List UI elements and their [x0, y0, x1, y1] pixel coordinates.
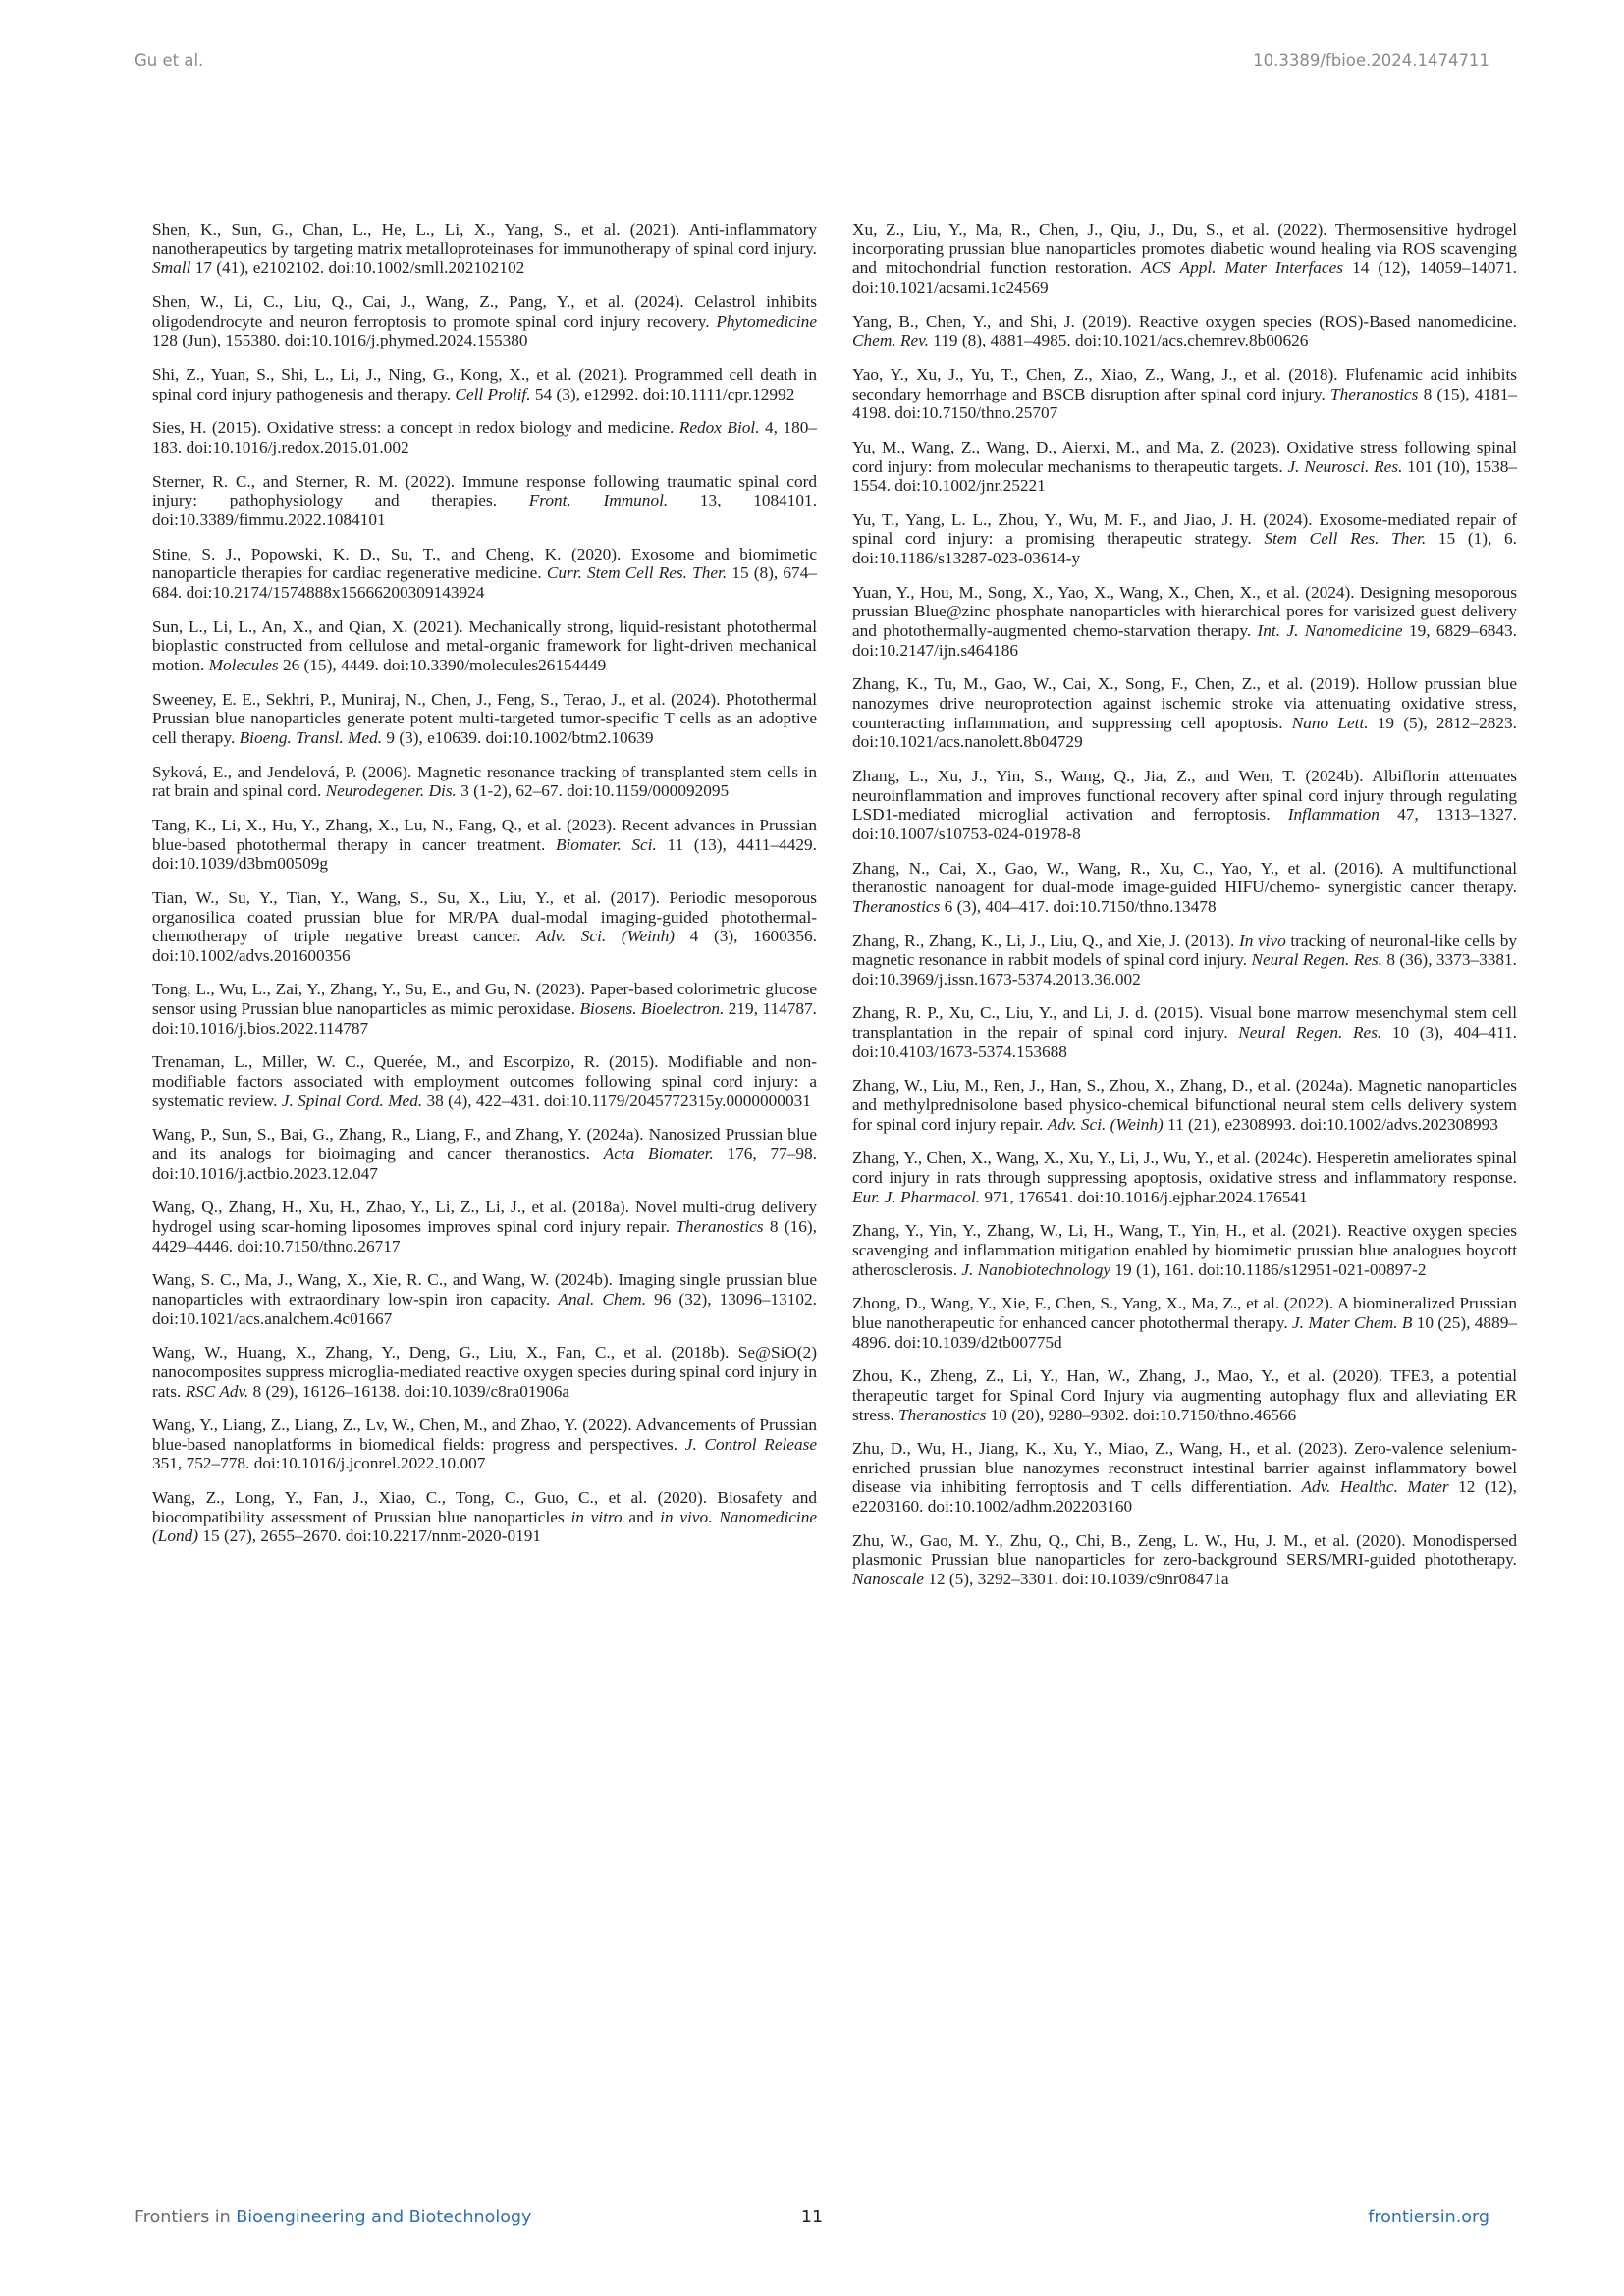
reference-text: Wang, Z., Long, Y., Fan, J., Xiao, C., Tong, C., Guo, C., et al. (2020). Biosafety and biocompatibility assessment of Prussian blue nanoparticles [152, 1488, 817, 1526]
reference-text: Sies, H. (2015). Oxidative stress: a concept in redox biology and medicine. [152, 418, 679, 438]
reference-entry [152, 888, 817, 965]
reference-entry [852, 674, 1517, 751]
reference-journal: Neurodegener. Dis. [325, 781, 457, 801]
reference-journal: Redox Biol. [678, 418, 760, 438]
reference-text: Zhang, K., Tu, M., Gao, W., Cai, X., Song, F., Chen, Z., et al. (2019). Hollow prussian blue nanozymes drive neuroprotection against ischemic stroke via attenuating oxidative stress, counteracting inflammation, and suppressing cell apoptosis. [852, 674, 1517, 732]
reference-entry [152, 293, 817, 350]
reference-text: 128 (Jun), 155380. doi:10.1016/j.phymed.2024.155380 [152, 331, 528, 350]
reference-entry [152, 1270, 817, 1328]
reference-text: Sterner, R. C., and Sterner, R. M. (2022). Immune response following traumatic spinal cord injury: pathophysiology and therapies. [152, 471, 817, 510]
reference-entry [152, 1125, 817, 1183]
reference-entry [852, 1439, 1517, 1516]
reference-entry [852, 1003, 1517, 1061]
reference-text: 19 (5), 2812–2823. doi:10.1021/acs.nanolett.8b04729 [852, 713, 1517, 752]
reference-journal: Theranostics [1330, 384, 1419, 403]
reference-text: 17 (41), e2102102. doi:10.1002/smll.202102102 [190, 258, 525, 278]
reference-entry [152, 545, 817, 603]
footer-journal-prefix: Frontiers in [135, 2208, 237, 2227]
reference-entry [852, 220, 1517, 296]
reference-entry [852, 510, 1517, 568]
reference-text: 10 (20), 9280–9302. doi:10.7150/thno.46566 [986, 1405, 1297, 1424]
reference-journal: J. Nanobiotechnology [961, 1259, 1111, 1279]
reference-entry [152, 1198, 817, 1255]
reference-journal: J. Neurosci. Res. [1287, 456, 1403, 476]
reference-journal: Nanoscale [852, 1570, 924, 1589]
reference-text: Zhong, D., Wang, Y., Xie, F., Chen, S., Yang, X., Ma, Z., et al. (2022). A biomineralized Prussian blue nanotherapeutic for enhanced cancer photothermal therapy. [852, 1294, 1517, 1332]
reference-entry [852, 1366, 1517, 1424]
reference-entry [852, 767, 1517, 843]
reference-text: 12 (5), 3292–3301. doi:10.1039/c9nr08471a [923, 1570, 1229, 1589]
reference-list-right-column [852, 220, 1517, 1604]
reference-entry [852, 1221, 1517, 1279]
reference-text: Yuan, Y., Hou, M., Song, X., Yao, X., Wang, X., Chen, X., et al. (2024). Designing mesoporous prussian Blue@zinc phosphate nanoparticles with hierarchical pores for varisized guest delivery and photothermally-augmented chemo-starvation therapy. [852, 582, 1517, 641]
reference-text: 38 (4), 422–431. doi:10.1179/2045772315y.0000000031 [422, 1091, 811, 1110]
reference-text: Yang, B., Chen, Y., and Shi, J. (2019). Reactive oxygen species (ROS)-Based nanomedicine. [852, 311, 1517, 331]
reference-journal: Adv. Sci. (Weinh) [536, 927, 675, 946]
reference-entry [852, 438, 1517, 496]
reference-entry [852, 1294, 1517, 1352]
reference-text: and [622, 1507, 661, 1526]
reference-entry [852, 1076, 1517, 1134]
reference-journal: Biomater. Sci. [555, 834, 657, 854]
reference-text: 54 (3), e12992. doi:10.1111/cpr.12992 [530, 384, 795, 403]
reference-text: 4 (3), 1600356. doi:10.1002/advs.201600356 [152, 927, 817, 965]
reference-text: Yu, T., Yang, L. L., Zhou, Y., Wu, M. F., and Jiao, J. H. (2024). Exosome-mediated repair of spinal cord injury: a promising therapeutic strategy. [852, 509, 1517, 549]
reference-journal: Neural Regen. Res. [1238, 1023, 1382, 1042]
reference-journal: RSC Adv. [185, 1381, 249, 1401]
footer-journal-name[interactable]: Bioengineering and Biotechnology [236, 2208, 532, 2227]
reference-list-left-column [152, 220, 817, 1561]
reference-journal: Front. Immunol. [528, 491, 669, 510]
reference-journal: Curr. Stem Cell Res. Ther. [546, 563, 728, 583]
reference-text: Shen, K., Sun, G., Chan, L., He, L., Li, X., Yang, S., et al. (2021). Anti-inflammatory nanotherapeutics by targeting matrix metalloproteinases for immunotherapy of spinal cord injury. [152, 220, 817, 258]
reference-text: Zhang, Y., Yin, Y., Zhang, W., Li, H., Wang, T., Yin, H., et al. (2021). Reactive oxygen species scavenging and inflammation mitigation enabled by biomimetic prussian blue analogues boycott atherosclerosis. [852, 1221, 1517, 1279]
reference-text: Wang, Q., Zhang, H., Xu, H., Zhao, Y., Li, Z., Li, J., et al. (2018a). Novel multi-drug delivery hydrogel using scar-homing liposomes improves spinal cord injury repair. [152, 1198, 817, 1236]
reference-text: Zhu, W., Gao, M. Y., Zhu, Q., Chi, B., Zeng, L. W., Hu, J. M., et al. (2020). Monodispersed plasmonic Prussian blue nanoparticles for zero-background SERS/MRI-guided phototherapy. [852, 1530, 1517, 1570]
reference-text: Yao, Y., Xu, J., Yu, T., Chen, Z., Xiao, Z., Wang, J., et al. (2018). Flufenamic acid inhibits secondary hemorrhage and BSCB disruption after spinal cord injury. [852, 364, 1517, 403]
reference-text: 19 (1), 161. doi:10.1186/s12951-021-00897-2 [1110, 1259, 1427, 1279]
reference-text: 9 (3), e10639. doi:10.1002/btm2.10639 [382, 727, 654, 747]
reference-entry [152, 816, 817, 874]
reference-entry [152, 472, 817, 530]
reference-entry [852, 932, 1517, 989]
reference-text: 13, 1084101. doi:10.3389/fimmu.2022.1084101 [152, 491, 818, 529]
reference-entry [152, 418, 817, 456]
reference-journal: Bioeng. Transl. Med. [239, 727, 383, 747]
reference-journal: Theranostics [852, 896, 941, 916]
reference-entry [152, 690, 817, 748]
running-head-authors: Gu et al. [135, 51, 204, 70]
reference-text: Wang, W., Huang, X., Zhang, Y., Deng, G., Liu, X., Fan, C., et al. (2018b). Se@SiO(2) nanocomposites suppress microglia-mediated reactive oxygen species during spinal cord injury in rats. [152, 1343, 817, 1401]
reference-text: 8 (16), 4429–4446. doi:10.7150/thno.26717 [152, 1216, 817, 1255]
reference-journal: Theranostics [676, 1216, 764, 1236]
reference-entry [152, 1488, 817, 1546]
reference-journal: Anal. Chem. [558, 1289, 647, 1308]
reference-journal: Theranostics [898, 1405, 987, 1424]
reference-text: Shi, Z., Yuan, S., Shi, L., Li, J., Ning, G., Kong, X., et al. (2021). Programmed cell death in spinal cord injury pathogenesis and therapy. [152, 364, 817, 403]
reference-text: Wang, S. C., Ma, J., Wang, X., Xie, R. C., and Wang, W. (2024b). Imaging single prussian blue nanoparticles with extraordinary low-spin iron capacity. [152, 1270, 817, 1308]
reference-text: Tang, K., Li, X., Hu, Y., Zhang, X., Lu, N., Fang, Q., et al. (2023). Recent advances in Prussian blue-based photothermal therapy in cancer treatment. [152, 815, 817, 854]
reference-text: 119 (8), 4881–4985. doi:10.1021/acs.chemrev.8b00626 [928, 331, 1309, 350]
reference-text: 4, 180–183. doi:10.1016/j.redox.2015.01.002 [152, 418, 818, 456]
reference-text: 176, 77–98. doi:10.1016/j.actbio.2023.12.047 [152, 1145, 818, 1183]
reference-journal: Molecules [208, 655, 279, 674]
reference-text: Wang, Y., Liang, Z., Liang, Z., Lv, W., Chen, M., and Zhao, Y. (2022). Advancements of Prussian blue-based nanoplatforms in biomedical fields: progress and perspectives. [152, 1415, 817, 1454]
reference-entry [152, 1415, 817, 1473]
reference-text: 15 (8), 674–684. doi:10.2174/1574888x15666200309143924 [152, 563, 817, 602]
reference-text: 11 (13), 4411–4429. doi:10.1039/d3bm00509g [152, 834, 817, 874]
reference-text: 15 (1), 6. doi:10.1186/s13287-023-03614-y [852, 529, 1517, 568]
reference-journal: Nano Lett. [1291, 713, 1369, 732]
reference-text: 8 (29), 16126–16138. doi:10.1039/c8ra01906a [248, 1381, 570, 1401]
reference-text: Syková, E., and Jendelová, P. (2006). Magnetic resonance tracking of transplanted stem cells in rat brain and spinal cord. [152, 762, 817, 801]
reference-text: Zhang, N., Cai, X., Gao, W., Wang, R., Xu, C., Yao, Y., et al. (2016). A multifunctional theranostic nanoagent for dual-mode image-guided HIFU/chemo- synergistic cancer therapy. [852, 858, 1517, 897]
page-number: 11 [800, 2208, 824, 2227]
reference-text: Zhu, D., Wu, H., Jiang, K., Xu, Y., Miao, Z., Wang, H., et al. (2023). Zero-valence selenium-enriched prussian blue nanozymes reconstruct intestinal barrier against inflammatory bowel disease via inhibiting ferroptosis and T cells differentiation. [852, 1439, 1517, 1497]
reference-text: tracking of neuronal-like cells by magnetic resonance in rabbit models of spinal cord injury. [852, 931, 1517, 970]
reference-text: 10 (3), 404–411. doi:10.4103/1673-5374.153688 [852, 1023, 1517, 1061]
reference-text: Zhang, Y., Chen, X., Wang, X., Xu, Y., Li, J., Wu, Y., et al. (2024c). Hesperetin ameliorates spinal cord injury in rats through suppressing apoptosis, oxidative stress and inflammatory response. [852, 1148, 1517, 1187]
reference-entry [852, 859, 1517, 917]
reference-text: 351, 752–778. doi:10.1016/j.jconrel.2022.10.007 [152, 1454, 486, 1473]
reference-entry [152, 763, 817, 801]
reference-journal: Inflammation [1287, 805, 1380, 825]
reference-journal: Nanomedicine (Lond) [152, 1507, 818, 1546]
reference-journal: Chem. Rev. [852, 331, 929, 350]
reference-text: 971, 176541. doi:10.1016/j.ejphar.2024.176541 [980, 1187, 1308, 1206]
reference-journal: J. Control Release [684, 1434, 818, 1454]
reference-journal: Int. J. Nanomedicine [1257, 621, 1403, 641]
reference-journal: Small [152, 258, 191, 278]
reference-entry [152, 980, 817, 1038]
reference-text: Zhou, K., Zheng, Z., Li, Y., Han, W., Zhang, J., Mao, Y., et al. (2020). TFE3, a potential therapeutic target for Spinal Cord Injury via augmenting autophagy flux and alleviating ER stress. [852, 1366, 1517, 1424]
reference-text: 19, 6829–6843. doi:10.2147/ijn.s464186 [852, 621, 1517, 660]
reference-text: Yu, M., Wang, Z., Wang, D., Aierxi, M., and Ma, Z. (2023). Oxidative stress following spinal cord injury: from molecular mechanisms to therapeutic targets. [852, 437, 1517, 476]
reference-text: Xu, Z., Liu, Y., Ma, R., Chen, J., Qiu, J., Du, S., et al. (2022). Thermosensitive hydrogel incorporating prussian blue nanoparticles promotes diabetic wound healing via ROS scavenging and mitochondrial function restoration. [852, 220, 1517, 278]
reference-journal: Adv. Sci. (Weinh) [1047, 1114, 1164, 1134]
reference-entry [852, 1531, 1517, 1589]
reference-journal: Stem Cell Res. Ther. [1264, 529, 1427, 549]
reference-text: Zhang, W., Liu, M., Ren, J., Han, S., Zhou, X., Zhang, D., et al. (2024a). Magnetic nanoparticles and methylprednisolone based physico-chemical bifunctional neural stem cells delivery system for spinal cord injury repair. [852, 1076, 1517, 1134]
reference-text: 6 (3), 404–417. doi:10.7150/thno.13478 [940, 896, 1217, 916]
reference-text: Zhang, R. P., Xu, C., Liu, Y., and Li, J. d. (2015). Visual bone marrow mesenchymal stem cell transplantation in the repair of spinal cord injury. [852, 1003, 1517, 1042]
reference-text: Tong, L., Wu, L., Zai, Y., Zhang, Y., Su, E., and Gu, N. (2023). Paper-based colorimetric glucose sensor using Prussian blue nanoparticles as mimic peroxidase. [152, 980, 817, 1019]
reference-text: Wang, P., Sun, S., Bai, G., Zhang, R., Liang, F., and Zhang, Y. (2024a). Nanosized Prussian blue and its analogs for bioimaging and cancer theranostics. [152, 1125, 817, 1163]
reference-entry [152, 1343, 817, 1401]
reference-entry [852, 583, 1517, 660]
reference-text: 3 (1-2), 62–67. doi:10.1159/000092095 [456, 781, 730, 801]
reference-journal: in vitro [570, 1507, 623, 1526]
reference-text: Sweeney, E. E., Sekhri, P., Muniraj, N., Chen, J., Feng, S., Terao, J., et al. (2024). Photothermal Prussian blue nanoparticles generate potent multi-targeted tumor-specific T cells as an adoptive cell therapy. [152, 689, 817, 747]
reference-text: 101 (10), 1538–1554. doi:10.1002/jnr.25221 [852, 456, 1517, 496]
reference-entry [152, 220, 817, 278]
reference-journal: in vivo [660, 1507, 709, 1526]
reference-text: 10 (25), 4889–4896. doi:10.1039/d2tb00775d [852, 1312, 1517, 1352]
reference-text: Stine, S. J., Popowski, K. D., Su, T., and Cheng, K. (2020). Exosome and biomimetic nanoparticle therapies for cardiac regenerative medicine. [152, 544, 817, 583]
footer-site-link[interactable]: frontiersin.org [1368, 2208, 1489, 2227]
reference-journal: Eur. J. Pharmacol. [852, 1187, 981, 1206]
reference-entry [852, 1148, 1517, 1206]
reference-journal: J. Spinal Cord. Med. [281, 1091, 423, 1110]
reference-journal: Neural Regen. Res. [1251, 950, 1382, 970]
reference-journal: Adv. Healthc. Mater [1301, 1477, 1449, 1497]
reference-journal: Phytomedicine [716, 311, 817, 331]
reference-text: Tian, W., Su, Y., Tian, Y., Wang, S., Su, X., Liu, Y., et al. (2017). Periodic mesoporous organosilica coated prussian blue for MR/PA dual-modal imaging-guided photothermal-chemotherapy of triple negative breast cancer. [152, 887, 817, 946]
reference-journal: In vivo [1238, 931, 1286, 950]
reference-text: 11 (21), e2308993. doi:10.1002/advs.202308993 [1163, 1114, 1498, 1134]
reference-text: 12 (12), e2203160. doi:10.1002/adhm.202203160 [852, 1477, 1517, 1517]
reference-text: Zhang, L., Xu, J., Yin, S., Wang, Q., Jia, Z., and Wen, T. (2024b). Albiflorin attenuates neuroinflammation and improves functional recovery after spinal cord injury through regulating LSD1-mediated microglial activation and ferroptosis. [852, 766, 1517, 825]
reference-entry [152, 1052, 817, 1110]
reference-text: Sun, L., Li, L., An, X., and Qian, X. (2021). Mechanically strong, liquid-resistant photothermal bioplastic constructed from cellulose and metal-organic framework for light-driven mechanical motion. [152, 616, 817, 674]
reference-entry [152, 617, 817, 675]
reference-text: 8 (36), 3373–3381. doi:10.3969/j.issn.1673-5374.2013.36.002 [852, 950, 1517, 988]
reference-text: 14 (12), 14059–14071. doi:10.1021/acsami.1c24569 [852, 258, 1517, 296]
reference-text: 26 (15), 4449. doi:10.3390/molecules26154449 [278, 655, 607, 674]
reference-entry [852, 312, 1517, 350]
reference-journal: Cell Prolif. [455, 384, 531, 403]
reference-journal: Acta Biomater. [603, 1145, 714, 1163]
reference-journal: Biosens. Bioelectron. [579, 999, 725, 1019]
reference-text: Trenaman, L., Miller, W. C., Querée, M., and Escorpizo, R. (2015). Modifiable and non-modifiable factors associated with employment outcomes following spinal cord injury: a systematic review. [152, 1052, 817, 1110]
reference-text: 15 (27), 2655–2670. doi:10.2217/nnm-2020-0191 [198, 1526, 542, 1546]
reference-journal: J. Mater Chem. B [1292, 1312, 1413, 1332]
reference-text: 8 (15), 4181–4198. doi:10.7150/thno.25707 [852, 384, 1517, 423]
running-head-doi: 10.3389/fbioe.2024.1474711 [1253, 51, 1489, 70]
reference-text: Zhang, R., Zhang, K., Li, J., Liu, Q., and Xie, J. (2013). [852, 931, 1239, 950]
reference-journal: ACS Appl. Mater Interfaces [1141, 258, 1343, 278]
reference-text: 47, 1313–1327. doi:10.1007/s10753-024-01978-8 [852, 805, 1517, 843]
reference-text: Shen, W., Li, C., Liu, Q., Cai, J., Wang, Z., Pang, Y., et al. (2024). Celastrol inhibits oligodendrocyte and neuron ferroptosis to promote spinal cord injury recovery. [152, 292, 817, 331]
reference-text: 219, 114787. doi:10.1016/j.bios.2022.114787 [152, 999, 817, 1038]
reference-entry [852, 365, 1517, 423]
reference-text: . [708, 1507, 720, 1526]
reference-text: 96 (32), 13096–13102. doi:10.1021/acs.analchem.4c01667 [152, 1289, 818, 1328]
reference-entry [152, 365, 817, 403]
